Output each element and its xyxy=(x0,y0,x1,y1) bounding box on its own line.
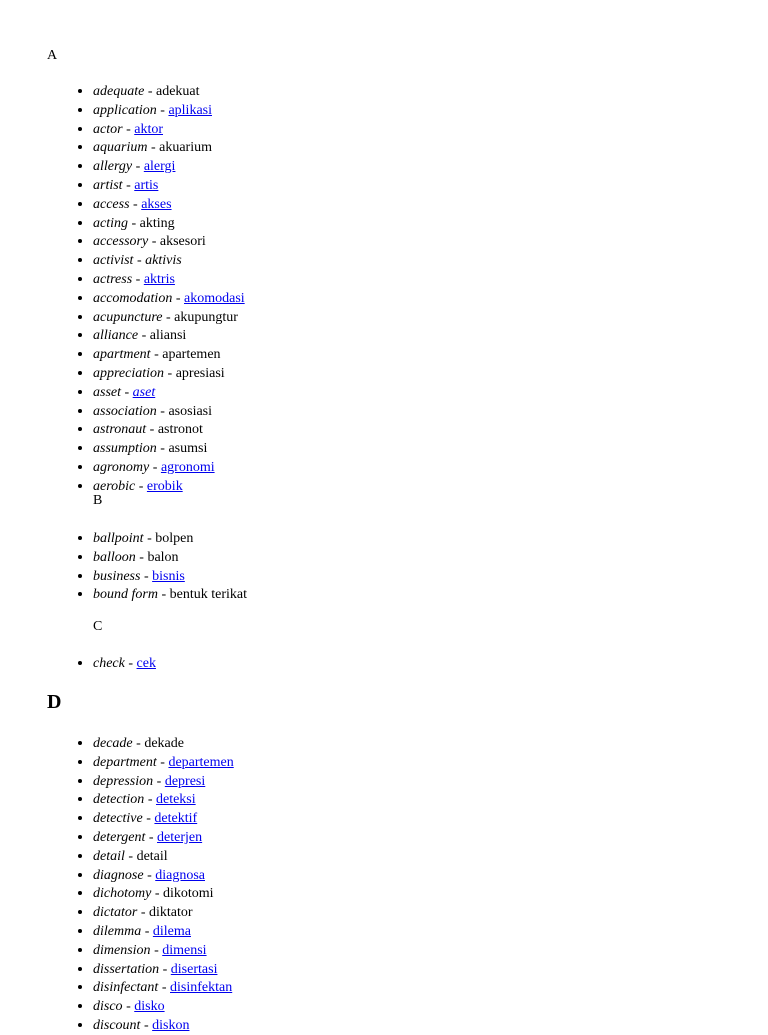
list-item xyxy=(93,138,753,157)
indonesian-term: aliansi xyxy=(149,328,187,344)
term-separator: - xyxy=(135,478,147,494)
term-separator: - xyxy=(159,961,171,977)
indonesian-term: akupungtur xyxy=(174,309,238,325)
list-item xyxy=(93,176,753,195)
indonesian-term: balon xyxy=(147,549,179,565)
english-term: accomodation xyxy=(93,290,173,306)
indonesian-term: akting xyxy=(139,215,175,231)
english-term: disinfectant xyxy=(93,980,159,996)
english-term: access xyxy=(93,196,130,212)
indonesian-term-link[interactable]: agronomi xyxy=(160,459,215,475)
term-separator: - xyxy=(150,942,163,958)
term-separator: - xyxy=(141,923,153,939)
english-term: balloon xyxy=(93,549,136,565)
term-separator: - xyxy=(172,290,184,306)
term-separator: - xyxy=(143,531,156,546)
term-separator: - xyxy=(164,365,176,381)
indonesian-term-link[interactable]: artis xyxy=(134,177,159,193)
english-term: detection xyxy=(93,792,145,808)
term-separator: - xyxy=(156,102,169,118)
indonesian-term-link[interactable]: deterjen xyxy=(157,829,203,845)
list-item xyxy=(93,289,753,308)
indonesian-term-link[interactable]: departemen xyxy=(168,754,234,770)
indonesian-term-link[interactable]: disertasi xyxy=(170,961,218,977)
word-list-a xyxy=(0,82,753,496)
indonesian-term: apartemen xyxy=(162,347,221,363)
term-separator: - xyxy=(144,792,156,808)
term-separator: - xyxy=(138,328,150,344)
english-term: appreciation xyxy=(93,365,165,381)
indonesian-term-link[interactable]: alergi xyxy=(143,159,176,175)
word-list-b xyxy=(0,529,753,604)
list-item xyxy=(93,402,753,421)
english-term: acting xyxy=(93,215,128,231)
indonesian-term-link[interactable]: cek xyxy=(136,656,156,671)
english-term: apartment xyxy=(93,347,151,363)
english-term: association xyxy=(93,403,157,419)
term-separator: - xyxy=(162,309,175,325)
term-separator: - xyxy=(137,905,150,921)
english-term: agronomy xyxy=(93,459,150,475)
list-item xyxy=(93,1016,753,1035)
english-term: alliance xyxy=(93,328,139,344)
english-term: actress xyxy=(93,271,133,287)
indonesian-term-link[interactable]: dilema xyxy=(152,923,191,939)
list-item xyxy=(93,195,753,214)
list-item xyxy=(93,866,753,885)
indonesian-term: apresiasi xyxy=(175,365,225,381)
english-term: depression xyxy=(93,773,154,789)
indonesian-term-link[interactable]: disko xyxy=(134,999,165,1015)
indonesian-term-link[interactable]: aset xyxy=(132,384,156,400)
english-term: application xyxy=(93,102,157,118)
indonesian-term-link[interactable]: bisnis xyxy=(152,568,185,584)
english-term: aerobic xyxy=(93,478,136,494)
english-term: adequate xyxy=(93,84,145,99)
indonesian-term-link[interactable]: depresi xyxy=(164,773,206,789)
indonesian-term-link[interactable]: aktris xyxy=(143,271,175,287)
term-separator: - xyxy=(149,459,161,475)
indonesian-term: bentuk terikat xyxy=(169,587,247,603)
list-item xyxy=(93,567,753,586)
section-heading-d: D xyxy=(47,691,62,713)
list-item xyxy=(93,960,753,979)
english-term: accessory xyxy=(93,234,149,250)
list-item xyxy=(93,790,753,809)
term-separator: - xyxy=(121,384,133,400)
english-term: ballpoint xyxy=(93,531,144,546)
english-term: dilemma xyxy=(93,923,142,939)
term-separator: - xyxy=(124,848,137,864)
english-term: acupuncture xyxy=(93,309,163,325)
english-term: assumption xyxy=(93,441,157,457)
list-item xyxy=(93,345,753,364)
list-item xyxy=(93,884,753,903)
list-item xyxy=(93,458,753,477)
indonesian-term: dekade xyxy=(144,736,184,751)
term-separator: - xyxy=(145,829,158,845)
indonesian-term: asosiasi xyxy=(168,403,213,419)
list-item xyxy=(93,308,753,327)
list-item xyxy=(93,477,753,496)
indonesian-term-link[interactable]: akses xyxy=(141,196,172,212)
list-item xyxy=(93,383,753,402)
list-item xyxy=(93,941,753,960)
term-separator: - xyxy=(140,1017,153,1033)
english-term: bound form xyxy=(93,587,158,603)
term-separator: - xyxy=(147,140,160,156)
indonesian-term: aktivis xyxy=(145,253,182,269)
indonesian-term-link[interactable]: diskon xyxy=(152,1017,190,1033)
list-item xyxy=(93,529,753,548)
english-term: asset xyxy=(93,384,121,400)
term-separator: - xyxy=(156,754,169,770)
term-separator: - xyxy=(142,811,155,827)
list-item xyxy=(93,997,753,1016)
list-item xyxy=(93,922,753,941)
term-separator: - xyxy=(132,271,144,287)
word-list-d xyxy=(0,734,753,1035)
english-term: business xyxy=(93,568,141,584)
term-separator: - xyxy=(128,215,140,231)
english-term: dictator xyxy=(93,905,138,921)
list-item xyxy=(93,270,753,289)
term-separator: - xyxy=(129,196,142,212)
indonesian-term: bolpen xyxy=(155,531,194,546)
list-item xyxy=(93,82,753,101)
english-term: astronaut xyxy=(93,422,147,438)
term-separator: - xyxy=(140,568,153,584)
indonesian-term: akuarium xyxy=(159,140,212,156)
list-item xyxy=(93,364,753,383)
indonesian-term: aksesori xyxy=(159,234,206,250)
english-term: dimension xyxy=(93,942,151,958)
english-term: decade xyxy=(93,736,133,751)
english-term: discount xyxy=(93,1017,141,1033)
indonesian-term-link[interactable]: aktor xyxy=(134,121,163,137)
indonesian-term-link[interactable]: erobik xyxy=(146,478,183,494)
term-separator: - xyxy=(158,980,170,996)
term-separator: - xyxy=(146,422,158,438)
list-item xyxy=(93,548,753,567)
term-separator: - xyxy=(156,403,169,419)
english-term: diagnose xyxy=(93,867,144,883)
list-item xyxy=(93,753,753,772)
word-list-c xyxy=(0,654,753,673)
term-separator: - xyxy=(135,549,148,565)
english-term: detective xyxy=(93,811,143,827)
list-item xyxy=(93,251,753,270)
list-item xyxy=(93,585,753,604)
indonesian-term: astronot xyxy=(157,422,203,438)
list-item xyxy=(93,157,753,176)
indonesian-term-link[interactable]: dimensi xyxy=(162,942,207,958)
english-term: allergy xyxy=(93,159,133,175)
indonesian-term-link[interactable]: deteksi xyxy=(155,792,196,808)
list-item xyxy=(93,828,753,847)
term-separator: - xyxy=(132,159,144,175)
indonesian-term: diktator xyxy=(149,905,193,921)
list-item xyxy=(93,903,753,922)
term-separator: - xyxy=(150,347,163,363)
indonesian-term: detail xyxy=(136,848,168,864)
term-separator: - xyxy=(124,656,137,671)
indonesian-term: adekuat xyxy=(156,84,200,99)
term-separator: - xyxy=(122,121,135,137)
list-item xyxy=(93,847,753,866)
english-term: check xyxy=(93,656,125,671)
term-separator: - xyxy=(153,773,165,789)
term-separator: - xyxy=(156,441,169,457)
indonesian-term-link[interactable]: disinfektan xyxy=(170,980,233,996)
list-item xyxy=(93,734,753,753)
term-separator: - xyxy=(122,177,135,193)
list-item xyxy=(93,101,753,120)
list-item xyxy=(93,120,753,139)
term-separator: - xyxy=(143,867,156,883)
term-separator: - xyxy=(151,886,163,902)
list-item xyxy=(93,326,753,345)
list-item xyxy=(93,439,753,458)
term-separator: - xyxy=(133,253,146,269)
list-item xyxy=(93,809,753,828)
indonesian-term-link[interactable]: detektif xyxy=(154,811,198,827)
english-term: dissertation xyxy=(93,961,160,977)
term-separator: - xyxy=(132,736,145,751)
english-term: detergent xyxy=(93,829,146,845)
list-item xyxy=(93,654,753,673)
indonesian-term: dikotomi xyxy=(163,886,214,902)
section-letter-a: A xyxy=(47,48,58,63)
indonesian-term-link[interactable]: akomodasi xyxy=(184,290,245,306)
english-term: activist xyxy=(93,253,134,269)
english-term: dichotomy xyxy=(93,886,152,902)
indonesian-term-link[interactable]: diagnosa xyxy=(155,867,205,883)
term-separator: - xyxy=(148,234,160,250)
list-item xyxy=(93,214,753,233)
list-item xyxy=(93,420,753,439)
english-term: actor xyxy=(93,121,123,137)
english-term: aquarium xyxy=(93,140,148,156)
english-term: department xyxy=(93,754,157,770)
term-separator: - xyxy=(122,999,135,1015)
english-term: artist xyxy=(93,177,123,193)
list-item xyxy=(93,232,753,251)
list-item xyxy=(93,978,753,997)
term-separator: - xyxy=(144,84,156,99)
english-term: detail xyxy=(93,848,125,864)
section-letter-c: C xyxy=(93,619,103,634)
indonesian-term-link[interactable]: aplikasi xyxy=(168,102,212,118)
list-item xyxy=(93,772,753,791)
english-term: disco xyxy=(93,999,123,1015)
term-separator: - xyxy=(157,587,170,603)
section-letter-b: B xyxy=(93,493,103,508)
indonesian-term: asumsi xyxy=(168,441,208,457)
